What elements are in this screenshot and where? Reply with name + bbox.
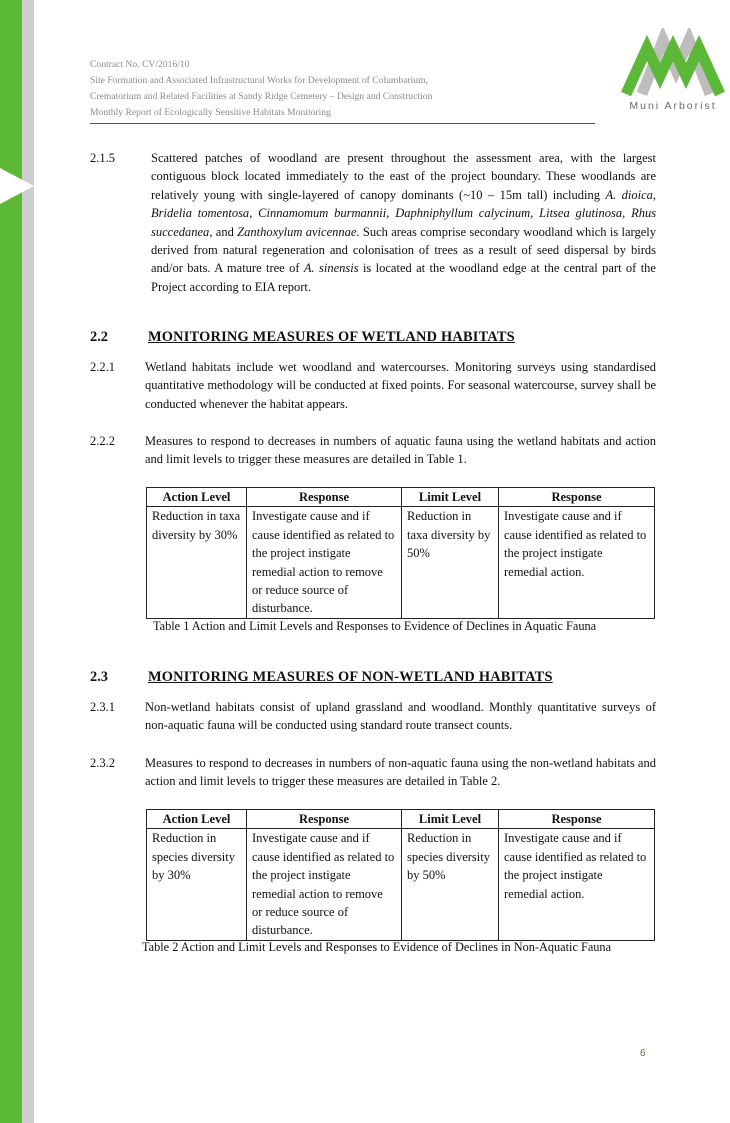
- header-project-line-1: Site Formation and Associated Infrastructural Works for Development of Columbarium,: [90, 75, 428, 86]
- header-contract-no: Contract No. CV/2016/10: [90, 59, 190, 70]
- section-title: MONITORING MEASURES OF WETLAND HABITATS: [148, 329, 515, 345]
- table-2-caption: Table 2 Action and Limit Levels and Responses to Evidence of Declines in Non-Aquatic Fauna: [142, 940, 612, 954]
- header-response: Response: [499, 488, 655, 507]
- header-limit-level: Limit Level: [402, 488, 499, 507]
- paragraph-text: Scattered patches of woodland are present throughout the assessment area, with the largest contiguous block located immediately to the east of the project boundary. These woodlands are relatively young with single-layered of canopy dominants (~10 – 15m tall) including A. dioica, Bridelia tomentosa, Cinnamomum burmannii, Daphniphyllum calycinum, Litsea glutinosa, Rhus succedanea, and Zanthoxylum avicennae. Such areas comprise secondary woodland which is largely derived from natural regeneration and colonisation of trees as a result of seed dispersal by birds and/or bats. A mature tree of A. sinensis is located at the woodland edge at the central part of the Project according to EIA report.: [151, 151, 657, 294]
- header-limit-level: Limit Level: [402, 810, 499, 829]
- species-name: Litsea glutinosa: [539, 206, 623, 221]
- logo-wordmark: Muni Arborist: [629, 100, 717, 112]
- cell-action-response: Investigate cause and if cause identified as related to the project instigate remedial action to remove or reduce source of disturbance.: [247, 507, 402, 618]
- paragraph-number: 2.2.2: [90, 434, 115, 448]
- cell-action-level: Reduction in taxa diversity by 30%: [147, 507, 247, 618]
- cell-limit-level: Reduction in species diversity by 50%: [402, 829, 499, 940]
- species-name: Daphniphyllum calycinum: [395, 206, 531, 221]
- header-report-title: Monthly Report of Ecologically Sensitive Habitats Monitoring: [90, 107, 331, 118]
- cell-limit-response: Investigate cause and if cause identified as related to the project instigate remedial action.: [499, 507, 655, 618]
- species-name: A. dioica: [605, 187, 653, 202]
- page-header: [90, 57, 595, 124]
- header-response: Response: [247, 488, 402, 507]
- table-1-caption: Table 1 Action and Limit Levels and Responses to Evidence of Declines in Aquatic Fauna: [153, 619, 597, 633]
- table-header-row: [147, 488, 655, 507]
- header-action-level: Action Level: [147, 810, 247, 829]
- page-number: 6: [640, 1048, 646, 1059]
- section-number: 2.3: [90, 669, 108, 685]
- species-name: Bridelia tomentosa: [151, 206, 250, 221]
- table-header-row: [147, 810, 655, 829]
- header-action-level: Action Level: [147, 488, 247, 507]
- cell-action-response: Investigate cause and if cause identified as related to the project instigate remedial action to remove or reduce source of disturbance.: [247, 829, 402, 940]
- header-project-line-2: Crematorium and Related Facilities at Sandy Ridge Cemetery – Design and Construction: [90, 91, 433, 102]
- species-name: Cinnamomum burmannii: [258, 206, 387, 221]
- cell-action-level: Reduction in species diversity by 30%: [147, 829, 247, 940]
- paragraph-number: 2.3.2: [90, 756, 115, 770]
- paragraph-text: Measures to respond to decreases in numbers of non-aquatic fauna using the non-wetland habitats and action and limit levels to trigger these measures are detailed in Table 2.: [145, 756, 656, 789]
- header-response: Response: [247, 810, 402, 829]
- species-name: Rhus succedanea: [151, 206, 657, 239]
- paragraph-text: Wetland habitats include wet woodland and watercourses. Monitoring surveys using standardised quantitative methodology will be conducted at fixed points. For seasonal watercourse, survey shall be conducted whenever the habitat appears.: [145, 360, 656, 411]
- paragraph-text: Non-wetland habitats consist of upland grassland and woodland. Monthly quantitative surveys of non-aquatic fauna will be conducted using standard route transect counts.: [145, 700, 656, 733]
- table-row: [147, 507, 655, 618]
- paragraph-number: 2.3.1: [90, 700, 115, 714]
- cell-limit-response: Investigate cause and if cause identified as related to the project instigate remedial action.: [499, 829, 655, 940]
- margin-notch: [0, 168, 34, 204]
- species-name: A. sinensis: [303, 261, 359, 276]
- paragraph-text: Measures to respond to decreases in numbers of aquatic fauna using the wetland habitats and action and limit levels to trigger these measures are detailed in Table 1.: [145, 434, 656, 467]
- table-1-aquatic-fauna: [146, 487, 655, 619]
- paragraph-number: 2.2.1: [90, 360, 115, 374]
- table-2-non-aquatic-fauna: [146, 809, 655, 941]
- table-row: [147, 829, 655, 940]
- species-name: Zanthoxylum avicennae: [237, 224, 357, 239]
- header-response: Response: [499, 810, 655, 829]
- section-number: 2.2: [90, 329, 108, 345]
- paragraph-number: 2.1.5: [90, 151, 115, 165]
- section-title: MONITORING MEASURES OF NON-WETLAND HABITATS: [148, 669, 553, 685]
- cell-limit-level: Reduction in taxa diversity by 50%: [402, 507, 499, 618]
